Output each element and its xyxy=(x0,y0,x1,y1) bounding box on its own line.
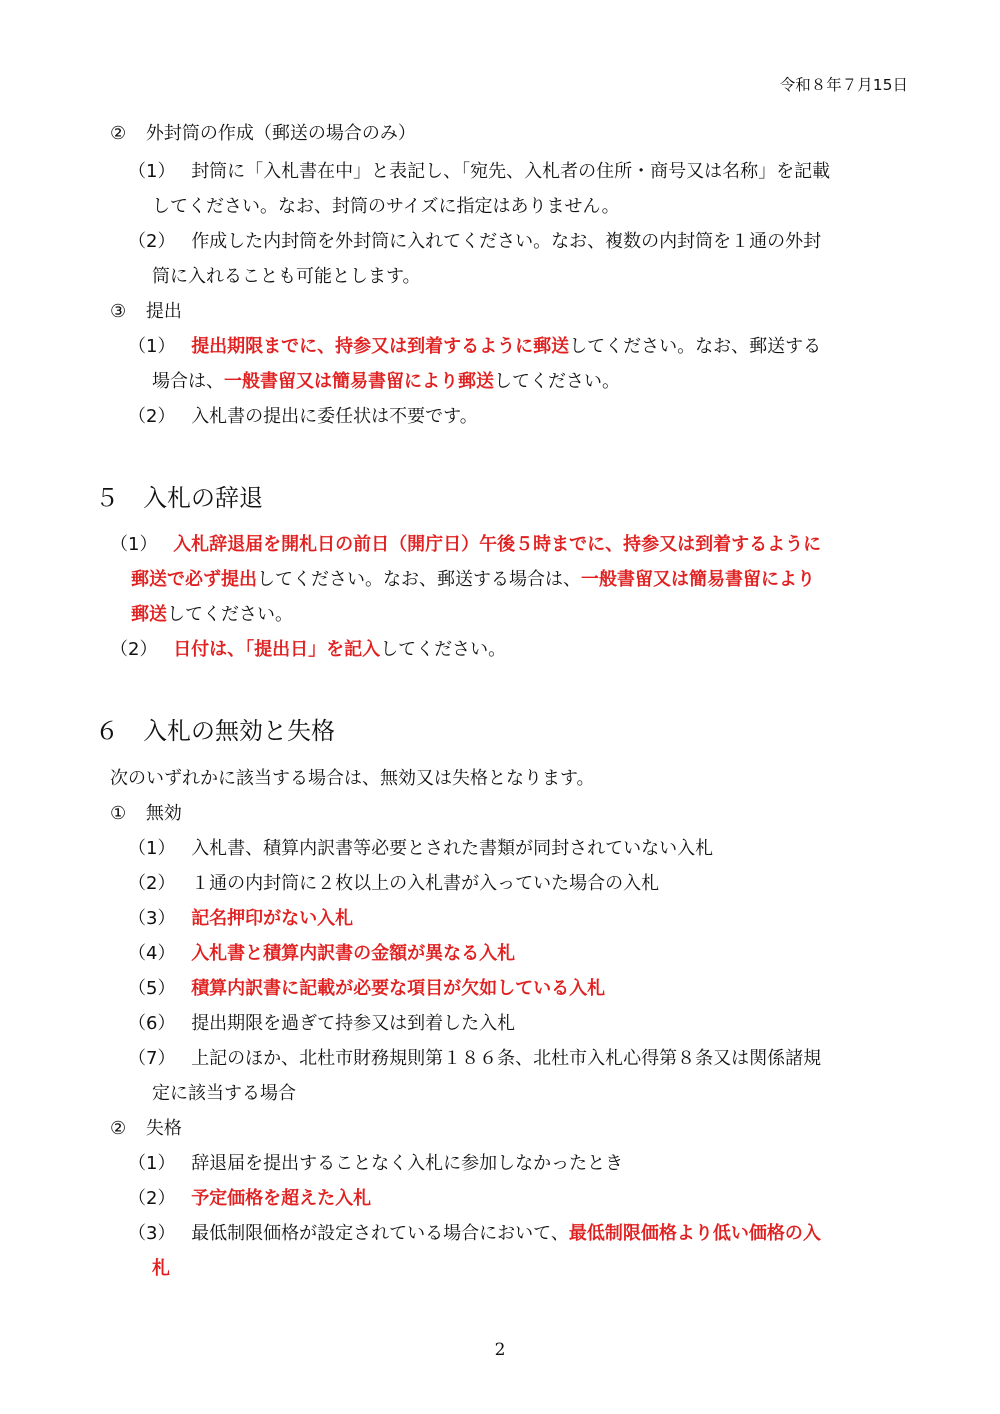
item-disqualify xyxy=(110,1112,182,1146)
list-item xyxy=(128,1217,821,1251)
subitem-marker: （1） xyxy=(110,534,158,555)
page-number: 2 xyxy=(494,1340,506,1360)
subitem-line-continued: 定に該当する場合 xyxy=(152,1083,296,1104)
subitem-marker: （1） xyxy=(128,336,176,357)
emphasis-text: 予定価格を超えた入札 xyxy=(191,1188,372,1209)
item-title: 失格 xyxy=(145,1118,182,1139)
subitem-marker: （6） xyxy=(128,1013,176,1034)
subitem-line-continued: してください。なお、封筒のサイズに指定はありません。 xyxy=(152,196,620,217)
list-item xyxy=(128,867,659,901)
list-item xyxy=(128,1182,371,1216)
list-item xyxy=(128,902,353,936)
list-item xyxy=(128,832,713,866)
emphasis-text: 札 xyxy=(152,1258,170,1279)
emphasis-text: 郵送 xyxy=(131,604,167,625)
subitem-text: 封筒に「入札書在中」と表記し、「宛先、入札者の住所・商号又は名称」を記載 xyxy=(191,161,831,182)
subitem-marker: （1） xyxy=(128,838,176,859)
item-marker: ② xyxy=(110,123,127,144)
subitem-line-continued xyxy=(152,1252,170,1286)
subitem-text: 辞退届を提出することなく入札に参加しなかったとき xyxy=(191,1153,624,1174)
subitem-line-continued: 筒に入れることも可能とします。 xyxy=(152,266,421,287)
item-title: 外封筒の作成（郵送の場合のみ） xyxy=(145,123,416,144)
list-item xyxy=(128,1007,515,1041)
subitem-text: 提出期限を過ぎて持参又は到着した入札 xyxy=(191,1013,516,1034)
subitem-marker: （2） xyxy=(128,1188,176,1209)
subitem-marker: （3） xyxy=(128,908,176,929)
subitem-text: 上記のほか、北杜市財務規則第１８６条、北杜市入札心得第８条又は関係諸規 xyxy=(191,1048,822,1069)
subitem-text: 場合は、 xyxy=(152,371,224,392)
item-outer-envelope xyxy=(110,117,416,151)
emphasis-text: 記名押印がない入札 xyxy=(191,908,354,929)
subitem-line xyxy=(110,528,821,562)
list-item xyxy=(128,1042,821,1076)
subitem-marker: （2） xyxy=(128,873,176,894)
emphasis-text: 最低制限価格より低い価格の入 xyxy=(568,1223,821,1244)
item-title: 提出 xyxy=(145,301,182,322)
subitem-text: してください。 xyxy=(494,371,620,392)
subitem-text: 入札書の提出に委任状は不要です。 xyxy=(191,406,478,427)
item-marker: ③ xyxy=(110,301,127,322)
subitem-text: してください。なお、郵送する場合は、 xyxy=(257,569,581,590)
subitem-marker: （1） xyxy=(128,1153,176,1174)
subitem-marker: （2） xyxy=(110,639,158,660)
emphasis-text: 一般書留又は簡易書留により郵送 xyxy=(224,371,494,392)
subitem-marker: （5） xyxy=(128,978,176,999)
section-heading: ６ 入札の無効と失格 xyxy=(95,717,335,745)
item-marker: ② xyxy=(110,1118,127,1139)
subitem-text: 入札書、積算内訳書等必要とされた書類が同封されていない入札 xyxy=(191,838,714,859)
subitem-line-continued xyxy=(131,563,815,597)
subitem-line xyxy=(128,330,821,364)
subitem-text: してください。 xyxy=(380,639,507,660)
emphasis-text: 郵送で必ず提出 xyxy=(131,569,257,590)
subitem-text: 最低制限価格が設定されている場合において、 xyxy=(191,1223,569,1244)
subitem-marker: （2） xyxy=(128,406,176,427)
item-title: 無効 xyxy=(145,803,182,824)
list-item xyxy=(128,937,515,971)
subitem-marker: （4） xyxy=(128,943,176,964)
subitem-marker: （2） xyxy=(128,231,176,252)
emphasis-text: 積算内訳書に記載が必要な項目が欠如している入札 xyxy=(191,978,606,999)
subitem-text: 作成した内封筒を外封筒に入れてください。なお、複数の内封筒を１通の外封 xyxy=(191,231,822,252)
list-item xyxy=(128,1147,623,1181)
item-submission xyxy=(110,295,182,329)
item-invalid xyxy=(110,797,182,831)
subitem-line xyxy=(110,633,506,667)
emphasis-text: 入札辞退届を開札日の前日（開庁日）午後５時までに、持参又は到着するように xyxy=(173,534,822,555)
subitem-line xyxy=(128,155,830,189)
subitem-marker: （7） xyxy=(128,1048,176,1069)
subitem-marker: （3） xyxy=(128,1223,176,1244)
emphasis-text: 提出期限までに、持参又は到着するように郵送 xyxy=(191,336,570,357)
subitem-text: してください。なお、郵送する xyxy=(569,336,822,357)
subitem-line-continued xyxy=(131,598,293,632)
subitem-marker: （1） xyxy=(128,161,176,182)
item-marker: ① xyxy=(110,803,127,824)
subitem-line-continued xyxy=(152,365,620,399)
subitem-line xyxy=(128,400,478,434)
emphasis-text: 入札書と積算内訳書の金額が異なる入札 xyxy=(191,943,516,964)
section-heading: ５ 入札の辞退 xyxy=(95,484,263,512)
emphasis-text: 一般書留又は簡易書留により xyxy=(581,569,815,590)
section-intro: 次のいずれかに該当する場合は、無効又は失格となります。 xyxy=(110,768,595,789)
subitem-line xyxy=(128,225,821,259)
document-date: 令和８年７月15日 xyxy=(779,76,908,94)
emphasis-text: 日付は、「提出日」を記入 xyxy=(173,639,381,660)
list-item xyxy=(128,972,605,1006)
subitem-text: １通の内封筒に２枚以上の入札書が入っていた場合の入札 xyxy=(191,873,660,894)
subitem-text: してください。 xyxy=(167,604,293,625)
